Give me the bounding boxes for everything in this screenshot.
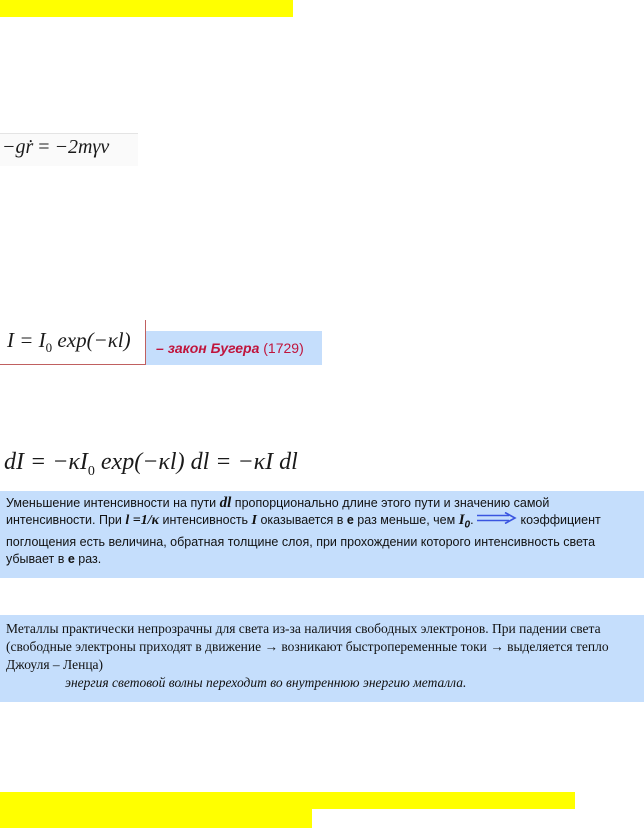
explanation-I: I bbox=[251, 513, 257, 528]
bouguer-law-name: закон Бугера bbox=[167, 340, 260, 356]
bouguer-formula-sub: 0 bbox=[45, 340, 53, 356]
bouguer-formula bbox=[7, 328, 131, 356]
metals-text-2: возникают быстропеременные токи bbox=[278, 639, 491, 654]
highlight-bar-top bbox=[0, 0, 293, 17]
highlight-bar-bottom-1 bbox=[0, 792, 575, 809]
arrow-right-icon-2: → bbox=[490, 639, 504, 654]
equation-equals: = bbox=[38, 136, 50, 158]
explanation-text-6: . bbox=[470, 513, 478, 527]
differential-lhs: dI = −κI bbox=[4, 449, 88, 475]
metals-panel bbox=[0, 615, 644, 702]
equation-lhs: −gṙ bbox=[2, 136, 34, 158]
equation-rhs: −2mγv bbox=[54, 136, 110, 158]
highlight-bar-bottom-2 bbox=[0, 809, 312, 828]
explanation-text-2: пропорционально длине этого пути и значению самой интенсивности. При bbox=[6, 496, 550, 527]
explanation-text-1: Уменьшение интенсивности на пути bbox=[6, 496, 220, 510]
bouguer-label bbox=[146, 331, 322, 365]
differential-equation bbox=[4, 449, 298, 480]
explanation-I0-sub: 0 bbox=[464, 519, 471, 531]
explanation-text-5: раз меньше, чем bbox=[353, 513, 459, 527]
bouguer-formula-rest: exp(−κl) bbox=[52, 328, 131, 352]
explanation-e-1: е bbox=[346, 513, 354, 527]
explanation-text-7: коэффициент поглощения есть величина, обратная толщине слоя, при прохождении которого интенсивность света убывает в bbox=[6, 513, 601, 566]
differential-sub: 0 bbox=[87, 463, 95, 479]
equation-momentum-text bbox=[2, 136, 109, 159]
explanation-e-2: е bbox=[67, 551, 75, 566]
bouguer-year: (1729) bbox=[259, 340, 304, 356]
metals-text-1: Металлы практически непрозрачны для света из-за наличия свободных электронов. При падении света (свободные электроны приходят в движение bbox=[6, 621, 601, 654]
explanation-text-8: раз. bbox=[74, 551, 102, 566]
bouguer-formula-main: I = I bbox=[7, 328, 46, 352]
metals-conclusion: энергия световой волны переходит во внутреннюю энергию металла. bbox=[65, 675, 467, 690]
explanation-panel bbox=[0, 491, 644, 578]
differential-rest: exp(−κl) dl = −κI dl bbox=[94, 449, 298, 475]
explanation-I0: I bbox=[458, 512, 465, 528]
explanation-dl: dl bbox=[219, 495, 232, 511]
explanation-text-3: интенсивность bbox=[159, 513, 252, 527]
arrow-right-icon-1: → bbox=[264, 639, 278, 654]
implies-arrow-icon bbox=[477, 512, 517, 529]
explanation-l-kappa: l =1/κ bbox=[125, 513, 160, 528]
explanation-text-4: оказывается в bbox=[257, 513, 347, 527]
metals-text-3: выделяется тепло Джоуля – Ленца) bbox=[6, 639, 609, 672]
bouguer-dash: – bbox=[156, 340, 168, 356]
